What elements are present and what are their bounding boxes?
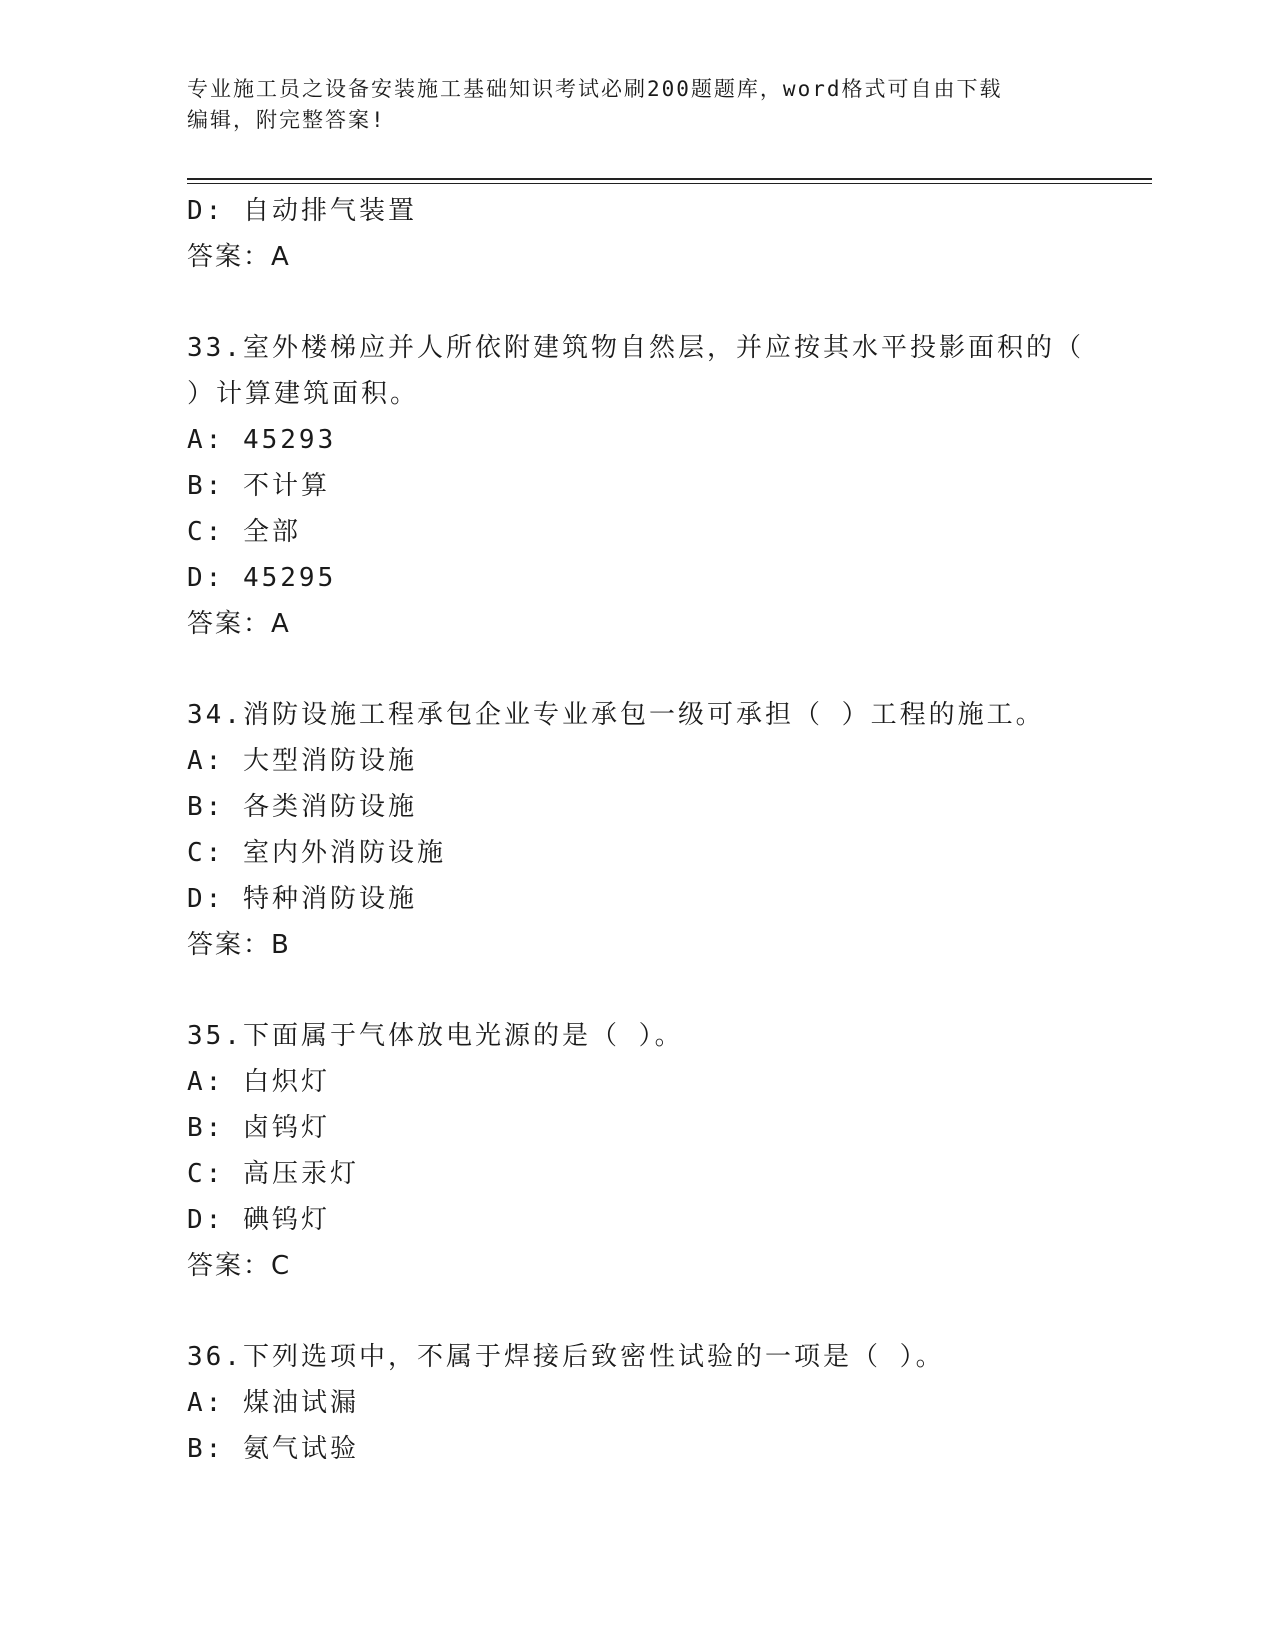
- option-c: C: 全部: [187, 517, 301, 547]
- option-a: A: 大型消防设施: [187, 746, 417, 776]
- option-a: A: 45293: [187, 425, 337, 455]
- header-line-2: 编辑，附完整答案!: [187, 108, 386, 132]
- question-text-line-1: 34.消防设施工程承包企业专业承包一级可承担（ ）工程的施工。: [187, 700, 1045, 730]
- spacer: [187, 968, 1087, 1013]
- option-b: B: 氨气试验: [187, 1434, 359, 1464]
- spacer: [187, 647, 1087, 692]
- question-text-line-1: 36.下列选项中，不属于焊接后致密性试验的一项是（ ）。: [187, 1342, 945, 1372]
- spacer: [187, 1289, 1087, 1334]
- document-header: [187, 74, 1087, 136]
- question-text-line-1: 33.室外楼梯应并人所依附建筑物自然层，并应按其水平投影面积的（: [187, 333, 1084, 363]
- answer-line: 答案：A: [187, 609, 291, 639]
- question-33: [187, 325, 1087, 647]
- spacer: [187, 280, 1087, 325]
- document-body: [187, 188, 1087, 1472]
- option-c: C: 室内外消防设施: [187, 838, 446, 868]
- option-d: D: 45295: [187, 563, 337, 593]
- option-d: D: 特种消防设施: [187, 884, 417, 914]
- header-divider-thin: [187, 183, 1152, 184]
- question-36: [187, 1334, 1087, 1472]
- question-32-tail: [187, 188, 1087, 280]
- option-d: D: 自动排气装置: [187, 196, 417, 226]
- answer-line: 答案：B: [187, 930, 291, 960]
- option-a: A: 白炽灯: [187, 1067, 330, 1097]
- option-b: B: 各类消防设施: [187, 792, 417, 822]
- question-text-line-1: 35.下面属于气体放电光源的是（ ）。: [187, 1021, 684, 1051]
- question-34: [187, 692, 1087, 968]
- header-divider-thick: [187, 178, 1152, 180]
- option-b: B: 卤钨灯: [187, 1113, 330, 1143]
- header-line-1: 专业施工员之设备安装施工基础知识考试必刷200题题库，word格式可自由下载: [187, 77, 1003, 101]
- answer-line: 答案：A: [187, 242, 291, 272]
- option-b: B: 不计算: [187, 471, 330, 501]
- option-a: A: 煤油试漏: [187, 1388, 359, 1418]
- question-text-line-2: ）计算建筑面积。: [187, 379, 420, 409]
- option-c: C: 高压汞灯: [187, 1159, 359, 1189]
- answer-line: 答案：C: [187, 1251, 292, 1281]
- question-35: [187, 1013, 1087, 1289]
- option-d: D: 碘钨灯: [187, 1205, 330, 1235]
